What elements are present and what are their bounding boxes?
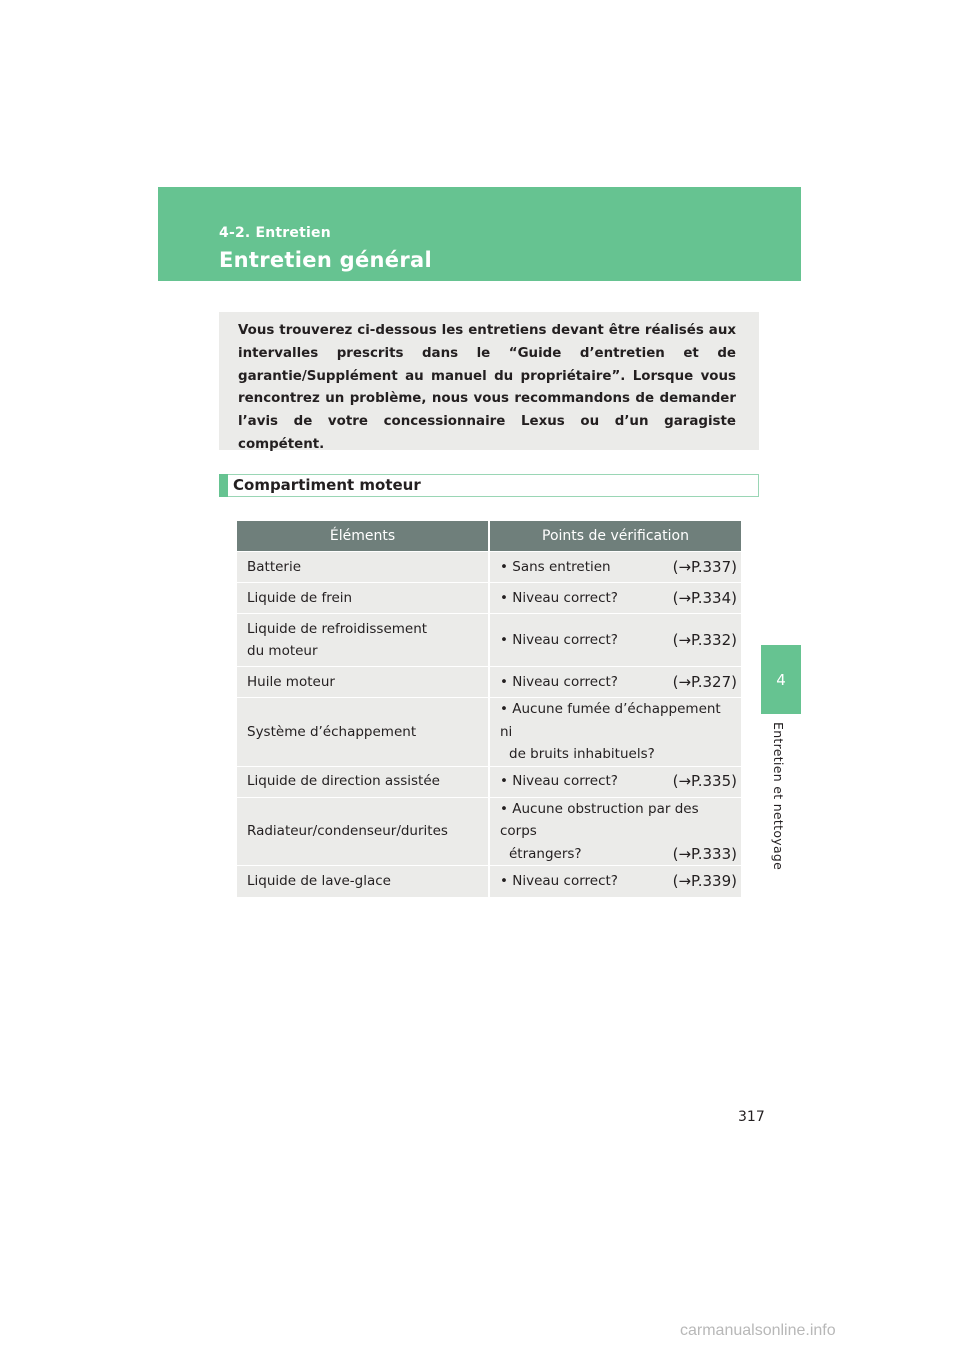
section-label: 4-2. Entretien [219, 225, 331, 241]
chapter-side-label: Entretien et nettoyage [771, 722, 786, 871]
check-text: Aucune obstruction par des corps [500, 800, 699, 839]
page-reference: (→P.327) [672, 672, 737, 691]
check-cell [489, 667, 741, 698]
page-reference: (→P.337) [672, 557, 737, 576]
check-text: Niveau correct? [512, 873, 618, 889]
bullet: • [500, 873, 508, 889]
item-cell: Huile moteur [237, 667, 489, 698]
check-text: Sans entretien [512, 558, 611, 575]
page-reference: (→P.335) [672, 772, 737, 791]
table-row [237, 698, 741, 767]
page-reference: (→P.339) [672, 872, 737, 890]
table-row [237, 766, 741, 797]
page-title: Entretien général [219, 248, 432, 272]
check-cell [489, 766, 741, 797]
page-reference: (→P.333) [672, 844, 737, 863]
subsection-accent-bar [219, 474, 228, 497]
item-cell: Radiateur/condenseur/durites [237, 797, 489, 866]
chapter-tab: 4 [761, 645, 801, 714]
item-cell: Liquide de refroidissement du moteur [237, 614, 489, 667]
item-cell: Batterie [237, 552, 489, 583]
header-band [158, 187, 801, 281]
check-text-continued: étrangers? [509, 845, 582, 862]
check-cell [489, 698, 741, 767]
check-cell [489, 583, 741, 614]
table-row [237, 552, 741, 583]
check-cell [489, 797, 741, 866]
item-cell: Liquide de direction assistée [237, 766, 489, 797]
table-row [237, 667, 741, 698]
bullet: • [500, 701, 508, 717]
table-row [237, 583, 741, 614]
subsection-title: Compartiment moteur [233, 476, 421, 494]
table-row [237, 866, 741, 897]
page-reference: (→P.334) [672, 588, 737, 607]
intro-text: Vous trouverez ci-dessous les entretiens devant être réalisés aux intervalles prescrits dans le “Guide d’entretien et de garantie/Supplément au manuel du propriétaire”. Lorsque vous rencontrez un problème, nous vous recommandons de demander l’avis de votre concessionnaire Lexus ou d’un garagiste compétent. [238, 323, 736, 452]
bullet: • [500, 773, 508, 790]
table-row [237, 797, 741, 866]
bullet: • [500, 631, 508, 648]
column-header-checks: Points de vérification [489, 521, 741, 552]
item-cell: Système d’échappement [237, 698, 489, 767]
check-cell [489, 866, 741, 897]
item-cell: Liquide de lave-glace [237, 866, 489, 897]
table-row [237, 614, 741, 667]
bullet: • [500, 558, 508, 575]
check-text: Niveau correct? [512, 673, 618, 690]
bullet: • [500, 673, 508, 690]
check-cell [489, 552, 741, 583]
subsection-heading [219, 474, 759, 497]
check-text-continued: de bruits inhabituels? [509, 746, 655, 762]
check-cell [489, 614, 741, 667]
check-text: Niveau correct? [512, 589, 618, 606]
watermark: carmanualsonline.info [680, 1322, 836, 1339]
item-cell: Liquide de frein [237, 583, 489, 614]
column-header-items: Éléments [237, 521, 489, 552]
check-text: Niveau correct? [512, 631, 618, 648]
maintenance-table [237, 521, 741, 897]
intro-box [219, 312, 759, 450]
page-number: 317 [738, 1109, 765, 1125]
check-text: Niveau correct? [512, 773, 618, 790]
check-text: Aucune fumée d’échappement ni [500, 701, 721, 740]
bullet: • [500, 589, 508, 606]
table-header-row [237, 521, 741, 552]
page-reference: (→P.332) [672, 630, 737, 649]
bullet: • [500, 800, 508, 817]
